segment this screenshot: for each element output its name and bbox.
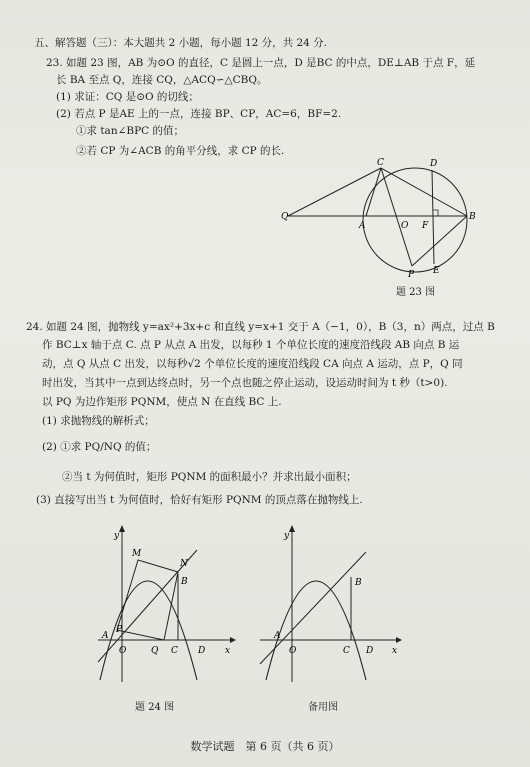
q23-label-q: Q	[281, 212, 289, 222]
q24-fig-label-m: M	[132, 549, 142, 559]
q23-label-d: D	[430, 159, 438, 169]
q24-line3: 动，点 Q 从点 C 出发，以每秒√2 个单位长度的速度沿线段 CA 向点 A 运动，点 P，Q 同	[42, 358, 463, 370]
q24-fig-label-o: O	[119, 646, 127, 656]
q24-line2: 作 BC⊥x 轴于点 C. 点 P 从点 A 出发，以每秒 1 个单位长度的速度沿线段 AB 向点 B 运	[42, 339, 460, 351]
q24-part1: (1) 求抛物线的解析式；	[42, 415, 155, 427]
q24-fig-label-c: C	[171, 646, 178, 656]
q24-fig-label-a: A	[102, 631, 109, 641]
q24-part3: (3) 直接写出当 t 为何值时，恰好有矩形 PQNM 的顶点落在抛物线上.	[36, 494, 363, 506]
q23-label-a: A	[359, 221, 366, 231]
q24-line5: 以 PQ 为边作矩形 PQNM，使点 N 在直线 BC 上.	[42, 396, 282, 408]
q23-line1: 23. 如题 23 图，AB 为⊙O 的直径，C 是圆上一点，D 是BC 的中点，DE⊥AB 于点 F，延	[46, 57, 476, 69]
q24-backup-label-c: C	[343, 646, 350, 656]
q24-backup-label-x: x	[392, 646, 398, 656]
q23-label-f: F	[422, 221, 429, 231]
q23-figure	[280, 158, 480, 280]
q24-line4: 时出发，当其中一点到达终点时，另一个点也随之停止运动，设运动时间为 t 秒（t>0).	[42, 377, 448, 389]
q23-line2: 长 BA 至点 Q，连接 CQ，△ACQ∽△CBQ。	[56, 74, 268, 86]
q23-label-b: B	[469, 212, 476, 222]
q23-part2: (2) 若点 P 是AE 上的一点，连接 BP、CP，AC=6，BF=2.	[56, 108, 342, 120]
q24-backup-label-a: A	[274, 631, 281, 641]
page-footer: 数学试题 第 6 页（共 6 页）	[190, 740, 340, 753]
q24-backup-figure	[254, 522, 404, 687]
q24-fig-label-q: Q	[151, 646, 159, 656]
q23-label-o: O	[401, 221, 409, 231]
q24-backup-label-b: B	[355, 578, 362, 588]
q24-part2b: ②当 t 为何值时，矩形 PQNM 的面积最小？并求出最小面积；	[62, 471, 357, 483]
q24-fig-label-x: x	[225, 646, 231, 656]
q24-fig-label-p: P	[116, 625, 123, 635]
q24-backup-caption: 备用图	[308, 702, 338, 713]
q24-fig-label-n: N	[180, 559, 188, 569]
q23-part2a: ①求 tan∠BPC 的值；	[76, 125, 185, 137]
q24-fig-label-y: y	[114, 531, 120, 541]
q24-backup-label-d: D	[366, 646, 374, 656]
q23-label-e: E	[433, 266, 440, 276]
q24-part2a: (2) ①求 PQ/NQ 的值；	[42, 441, 157, 453]
q23-label-p: P	[408, 270, 415, 280]
q23-part2b: ②若 CP 为∠ACB 的角平分线，求 CP 的长.	[76, 145, 285, 157]
q24-fig-label-d: D	[198, 646, 206, 656]
q23-figure-caption: 题 23 图	[396, 287, 436, 298]
q24-backup-label-y: y	[284, 531, 290, 541]
q24-figure-caption: 题 24 图	[135, 702, 175, 713]
q23-part1: (1) 求证：CQ 是⊙O 的切线；	[56, 91, 199, 103]
q24-fig-label-b: B	[181, 577, 188, 587]
q23-label-c: C	[377, 158, 384, 168]
q24-backup-label-o: O	[289, 646, 297, 656]
section-heading: 五、解答题（三）：本大题共 2 小题，每小题 12 分，共 24 分.	[34, 37, 328, 49]
q24-figure	[92, 522, 242, 687]
q24-line1: 24. 如题 24 图，抛物线 y=ax²+3x+c 和直线 y=x+1 交于 A（−1，0），B（3，n）两点，过点 B	[26, 321, 495, 333]
